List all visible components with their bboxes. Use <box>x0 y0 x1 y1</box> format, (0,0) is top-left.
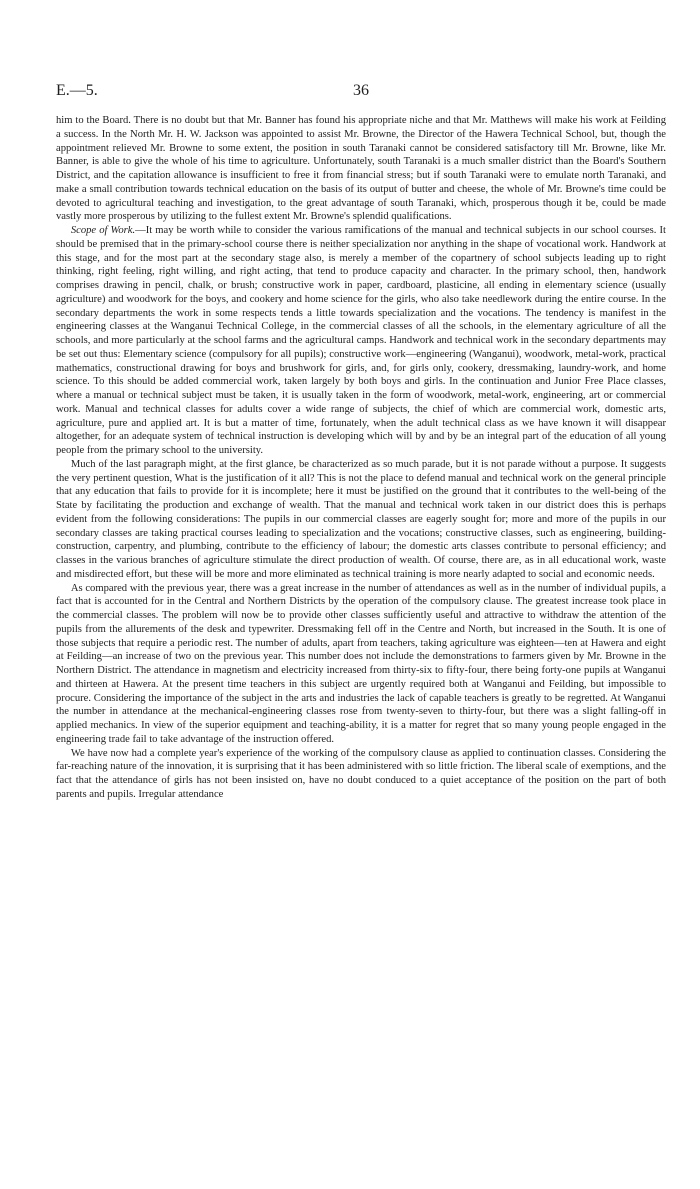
paragraph-2 <box>56 224 666 458</box>
paragraph-1 <box>56 114 666 224</box>
page-number: 36 <box>353 82 369 99</box>
paragraph-text: As compared with the previous year, there was a great increase in the number of attendances as well as in the number of individual pupils, a fact that is accounted for in the Central and Northern Districts by the operation of the compulsory clause. The greatest increase took place in the commercial classes. The problem will now be to provide other classes sufficiently useful and attractive to withdraw the attention of the pupils from the allurements of the desk and typewriter. Dressmaking fell off in the Centre and North, but increased in the South. It is one of those subjects that require a periodic rest. The number of adults, apart from teachers, taking agriculture was eighteen—ten at Hawera and eight at Feilding—an increase of two on the previous year. This number does not include the demonstrations to farmers given by Mr. Browne in the Northern District. The attendance in magnetism and electricity increased from thirty-six to fifty-four, there being forty-one pupils at Wanganui and thirteen at Hawera. At the present time teachers in this subject are urgently required both at Wanganui and Feilding, but impossible to procure. Considering the importance of the subject in the arts and industries the lack of capable teachers is greatly to be regretted. At Wanganui the number in attendance at the mechanical-engineering classes rose from twenty-seven to thirty-four, but there was a slight falling-off in applied mechanics. In view of the superior equipment and teaching-ability, it is a matter for regret that so many young people engaged in the engineering trade fail to take advantage of the instruction offered. <box>56 582 666 745</box>
paragraph-3 <box>56 458 666 582</box>
body-text <box>56 114 666 802</box>
paragraph-text: —It may be worth while to consider the various ramifications of the manual and technical subjects in our school courses. It should be premised that in the primary-school course there is neither specialization nor anything in the shape of vocational work. Handwork at this stage, and for the most part at the secondary stage also, is merely a member of the copartnery of school subjects leading up to right thinking, right feeling, right willing, and right acting, that tend to produce capacity and character. In the primary school, then, handwork comprises drawing in pencil, chalk, or brush; constructive work in paper, cardboard, plasticine, all ending in elementary science (usually agriculture) and woodwork for the boys, and cookery and home science for the girls, who also take needlework during the entire course. In the secondary departments the work in some respects tends a little towards specialization and the vocations. The tendency is manifest in the engineering classes at the Wanganui Technical College, in the commercial classes of all the schools, in the elementary agriculture of all the schools, and more particularly at the school farms and the agricultural camps. Handwork and technical work in the secondary departments may be set out thus: Elementary science (compulsory for all pupils); constructive work—engineering (Wanganui), woodwork, metal-work, practical mathematics, constructional drawing for boys and brushwork for girls, and, for girls only, cookery, dressmaking, laundry-work, and home science. To this should be added commercial work, taken largely by both boys and girls. In the continuation and Junior Free Place classes, where a manual or technical subject must be taken, it is usually taken in the form of woodwork, metal-work, engineering, art or commercial work. Manual and technical classes for adults cover a wide range of subjects, the chief of which are commercial work, domestic arts, agriculture, pure and applied art. It is but a matter of time, fortunately, when the adult technical class as we have known it will disappear altogether, for an adequate system of technical instruction is developing which will by and by be an integral part of the education of all young people from the primary school to the university. <box>56 225 666 456</box>
paragraph-5 <box>56 747 666 802</box>
section-heading-scope-of-work: Scope of Work. <box>70 225 136 236</box>
paragraph-text: We have now had a complete year's experience of the working of the compulsory clause as applied to continuation classes. Considering the far-reaching nature of the innovation, it is surprising that it has been administered with so little friction. The liberal scale of exemptions, and the fact that the attendance of girls has not been insisted on, have no doubt conduced to a quiet acceptance of the position on the part of both parents and pupils. Irregular attendance <box>56 747 666 800</box>
page-header <box>56 82 666 102</box>
paragraph-text: him to the Board. There is no doubt but that Mr. Banner has found his appropriate niche and that Mr. Matthews will make his work at Feilding a success. In the North Mr. H. W. Jackson was appointed to assist Mr. Browne, the Director of the Hawera Technical School, but, though the appointment relieved Mr. Browne to some extent, the position in south Taranaki cannot be considered satisfactory till Mr. Browne, like Mr. Banner, is able to give the whole of his time to agriculture. Unfortunately, south Taranaki is a much smaller district than the Board's Southern District, and the capitation allowance is insufficient to free it from financial stress; but if south Taranaki were to emulate north Taranaki, and make a small contribution towards technical education on the basis of its output of butter and cheese, the whole of Mr. Browne's time could be devoted to agricultural teaching and investigation, to the great advantage of south Taranaki, which, prosperous though it be, could be made vastly more prosperous by utilizing to the fullest extent Mr. Browne's splendid qualifications. <box>56 115 666 223</box>
paragraph-text: Much of the last paragraph might, at the first glance, be characterized as so much parade, but it is not parade without a purpose. It suggests the very pertinent question, What is the justification of it all? This is not the place to defend manual and technical work on the general principle that any education that fails to provide for it is incomplete; here it must be justified on the ground that it contributes to the well-being of the State by facilitating the production and exchange of wealth. That the manual and technical work taken in our district does this is perhaps evident from the following considerations: The pupils in our commercial classes are eagerly sought for; more and more of the pupils in our secondary classes are taking practical courses leading to specialization and the vocations; constructive classes, such as engineering, building-construction, carpentry, and plumbing, contribute to the efficiency of labour; the domestic arts classes contribute to personal efficiency; and classes in the various branches of agriculture stimulate the direct production of wealth. Of course, there are, as in all educational work, waste and misdirected effort, but these will be more and more eliminated as technical training is more nearly adapted to social and economic needs. <box>56 458 666 580</box>
paragraph-4 <box>56 582 666 747</box>
report-code: E.—5. <box>56 82 98 99</box>
